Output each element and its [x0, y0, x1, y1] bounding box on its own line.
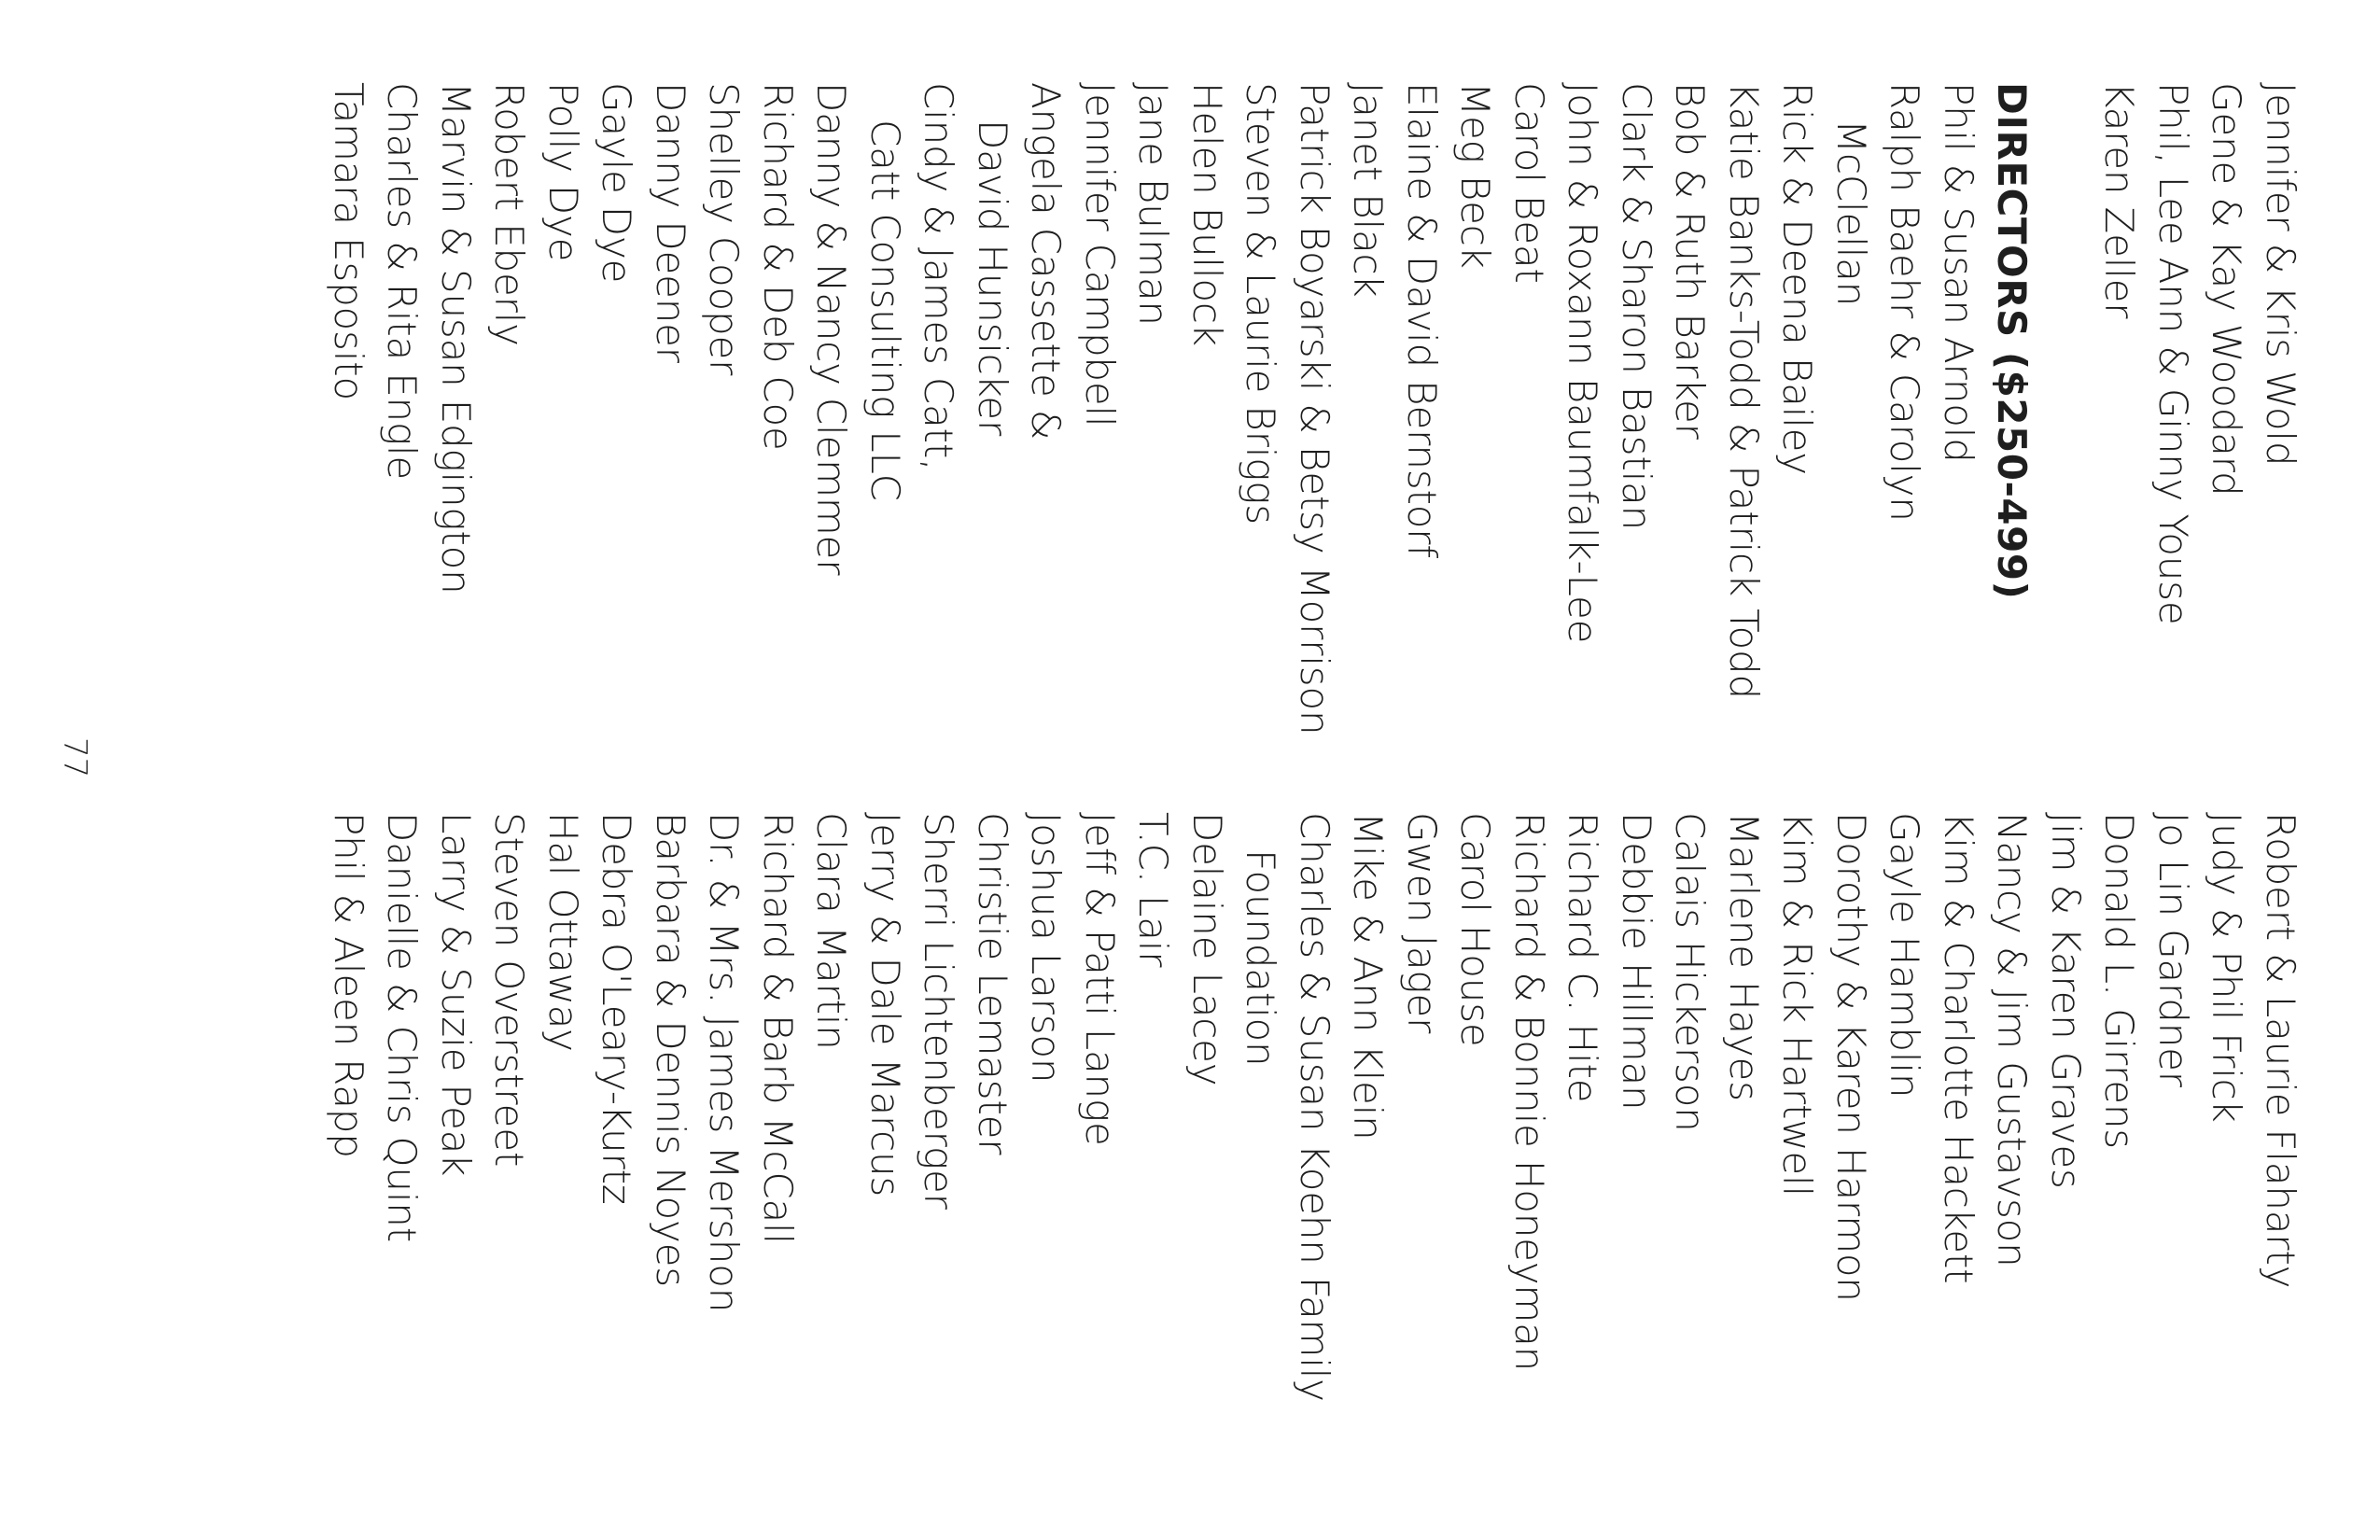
donor-name: Phil & Susan Arnold — [1936, 82, 1981, 463]
donor-name: Danny Deener — [648, 82, 693, 363]
donor-name: Kim & Charlotte Hackett — [1936, 812, 1981, 1284]
donor-name: Dorothy & Karen Harmon — [1828, 812, 1874, 1302]
donor-name: Barbara & Dennis Noyes — [648, 812, 693, 1287]
donor-name: David Hunsicker — [970, 119, 1015, 437]
donor-name: Donald L. Girrens — [2096, 812, 2143, 1149]
donor-name: Meg Beck — [1452, 82, 1499, 269]
donor-name: Richard & Barb McCall — [755, 812, 801, 1244]
donor-name: Helen Bullock — [1184, 82, 1230, 346]
donor-name: Catt Consulting LLC — [862, 119, 908, 501]
donor-name: Marvin & Susan Edgington — [433, 82, 479, 595]
donor-name: Debbie Hillman — [1614, 812, 1659, 1111]
donor-name: Charles & Rita Engle — [379, 82, 426, 481]
donor-name: Foundation — [1238, 849, 1284, 1067]
donor-name: Gayle Dye — [594, 82, 640, 284]
donor-name: Sherri Lichtenberger — [916, 812, 962, 1210]
donor-list-right-column — [322, 812, 2308, 1402]
donor-name: Danielle & Chris Quint — [379, 812, 426, 1242]
donor-name: Carol House — [1452, 812, 1499, 1047]
donor-name: Rick & Deena Bailey — [1774, 82, 1821, 475]
donor-name: Jim & Karen Graves — [2043, 812, 2089, 1189]
donor-name: Dr. & Mrs. James Mershon — [701, 812, 748, 1313]
donor-name: Bob & Ruth Barker — [1667, 82, 1714, 440]
donor-name: Jane Bulman — [1130, 82, 1177, 326]
donor-name: Gwen Jager — [1399, 812, 1445, 1034]
donor-name: Steven & Laurie Briggs — [1238, 82, 1284, 525]
donor-name: Judy & Phil Frick — [2204, 812, 2250, 1123]
donor-name: Marlene Hayes — [1721, 812, 1767, 1101]
donor-name: Joshua Larson — [1023, 812, 1070, 1084]
donor-name: Jo Lin Gardner — [2150, 812, 2196, 1087]
donor-name: T.C. Lair — [1130, 812, 1177, 968]
donor-name: Janet Black — [1345, 82, 1392, 298]
donor-name: Karen Zeller — [2096, 82, 2143, 319]
donor-name: Delaine Lacey — [1184, 812, 1230, 1086]
page-number: 77 — [56, 737, 93, 778]
donor-name: Patrick Boyarski & Betsy Morrison — [1292, 82, 1337, 735]
donor-name: Polly Dye — [540, 82, 586, 262]
spacer — [2039, 82, 2093, 735]
donor-name: Mike & Ann Klein — [1345, 812, 1392, 1141]
donor-name: Clara Martin — [808, 812, 855, 1050]
donor-name: Jeff & Patti Lange — [1077, 812, 1123, 1146]
donor-name: Richard C. Hite — [1560, 812, 1606, 1103]
donor-name: Charles & Susan Koehn Family — [1292, 812, 1337, 1402]
donor-name: Elaine & David Bernstorf — [1399, 82, 1445, 558]
donor-name: Robert & Laurie Flaharty — [2258, 812, 2303, 1289]
donor-name: Jennifer Campbell — [1077, 82, 1123, 427]
donor-name: Richard & Bonnie Honeyman — [1506, 812, 1552, 1372]
donor-name: Phil & Aleen Rapp — [326, 812, 371, 1158]
donor-name: Larry & Suzie Peak — [433, 812, 479, 1177]
donor-name: Calais Hickerson — [1667, 812, 1714, 1132]
donor-name: Steven Overstreet — [486, 812, 533, 1168]
donor-name: Debra O'Leary-Kurtz — [594, 812, 640, 1205]
donor-name: Ralph Baehr & Carolyn — [1882, 82, 1928, 522]
donor-name: Richard & Deb Coe — [755, 82, 801, 451]
donor-name: Robert Eberly — [486, 82, 533, 346]
donor-name: Danny & Nancy Clemmer — [808, 82, 855, 576]
donor-name: Christie Lemaster — [970, 812, 1015, 1155]
donor-name: John & Roxann Baumfalk-Lee — [1560, 82, 1606, 644]
donor-name: Tamara Esposito — [326, 82, 371, 400]
donor-name: Gene & Kay Woodard — [2204, 82, 2250, 497]
donor-name: Jennifer & Kris Wold — [2258, 82, 2303, 467]
donor-name: Nancy & Jim Gustavson — [1989, 812, 2036, 1267]
donor-name: Kim & Rick Hartwell — [1774, 812, 1821, 1197]
donor-name: Hal Ottaway — [540, 812, 586, 1052]
donor-name: Jerry & Dale Marcus — [862, 812, 908, 1197]
donor-name: McClellan — [1828, 119, 1874, 307]
donor-name: Katie Banks-Todd & Patrick Todd — [1721, 82, 1767, 699]
donor-name: Carol Beat — [1506, 82, 1552, 284]
donor-name: Shelley Cooper — [701, 82, 748, 376]
donor-name: Clark & Sharon Bastian — [1614, 82, 1659, 531]
donor-list-left-column — [322, 82, 2308, 735]
donor-name: Angela Cassette & — [1023, 82, 1070, 441]
donor-name: Phil, Lee Ann & Ginny Youse — [2150, 82, 2196, 625]
section-heading: DIRECTORS ($250-499) — [1989, 82, 2036, 600]
donor-name: Cindy & James Catt, — [916, 82, 962, 471]
donor-name: Gayle Hamblin — [1882, 812, 1928, 1099]
